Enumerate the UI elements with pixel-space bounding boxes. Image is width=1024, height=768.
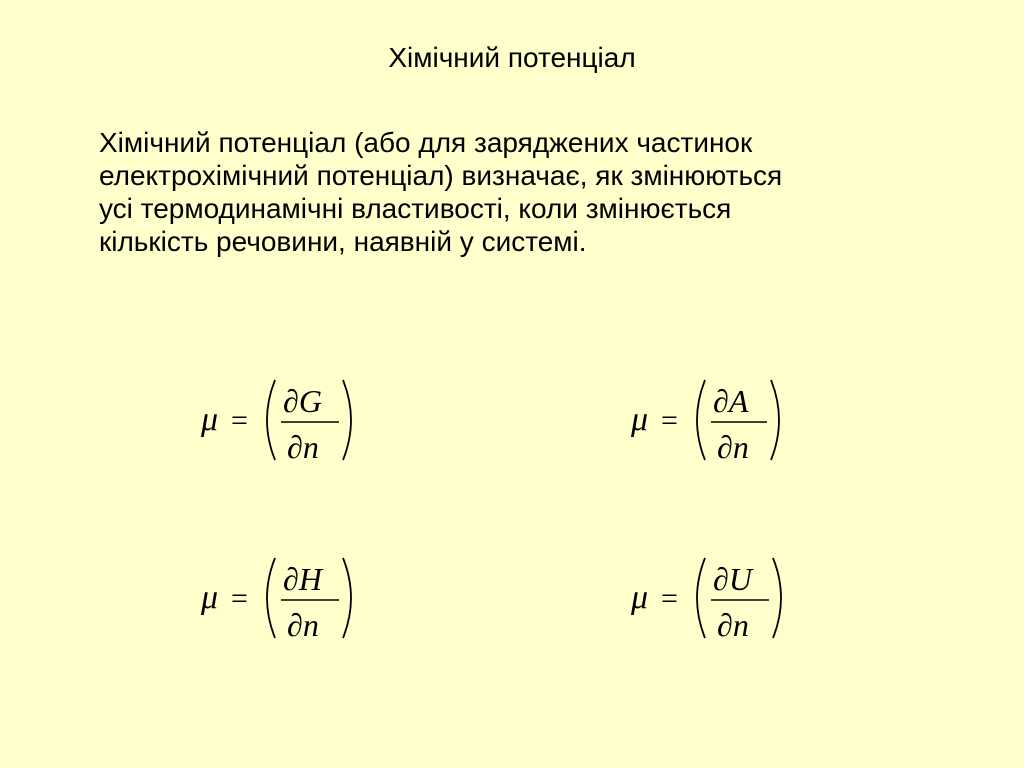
left-paren (267, 380, 275, 460)
definition-line: усі термодинамічні властивості, коли змінюється (99, 193, 732, 224)
definition-paragraph (99, 126, 959, 258)
formula-denominator: ∂n (287, 607, 319, 643)
formula-lhs: μ (201, 401, 219, 438)
formula-denominator: ∂n (717, 429, 749, 465)
formula-equals: = (231, 404, 248, 437)
definition-line: Хімічний потенціал (або для заряджених частинок (99, 127, 753, 158)
formula-denominator: ∂n (717, 607, 749, 643)
right-paren (343, 380, 351, 460)
formula-equals: = (231, 582, 248, 615)
left-paren (697, 380, 705, 460)
formula-equals: = (661, 582, 678, 615)
formula-lhs: μ (631, 579, 649, 616)
formula-denominator: ∂n (287, 429, 319, 465)
formula-equals: = (661, 404, 678, 437)
formula-mu-helmholtz (625, 370, 825, 470)
formula-numerator: ∂U (713, 561, 752, 597)
right-paren (343, 558, 351, 638)
left-paren (267, 558, 275, 638)
left-paren (697, 558, 705, 638)
definition-line: електрохімічний потенціал) визначає, як змінюються (99, 160, 783, 191)
right-paren (771, 380, 779, 460)
formula-lhs: μ (201, 579, 219, 616)
right-paren (773, 558, 781, 638)
formula-lhs: μ (631, 401, 649, 438)
definition-line: кількість речовини, наявній у системі. (99, 226, 587, 257)
formula-numerator: ∂A (713, 383, 749, 419)
formula-mu-gibbs (195, 370, 395, 470)
slide-title: Хімічний потенціал (388, 42, 636, 73)
formula-mu-enthalpy (195, 548, 395, 648)
formula-numerator: ∂G (283, 383, 322, 419)
formula-numerator: ∂H (283, 561, 322, 597)
formula-mu-internal-energy (625, 548, 825, 648)
